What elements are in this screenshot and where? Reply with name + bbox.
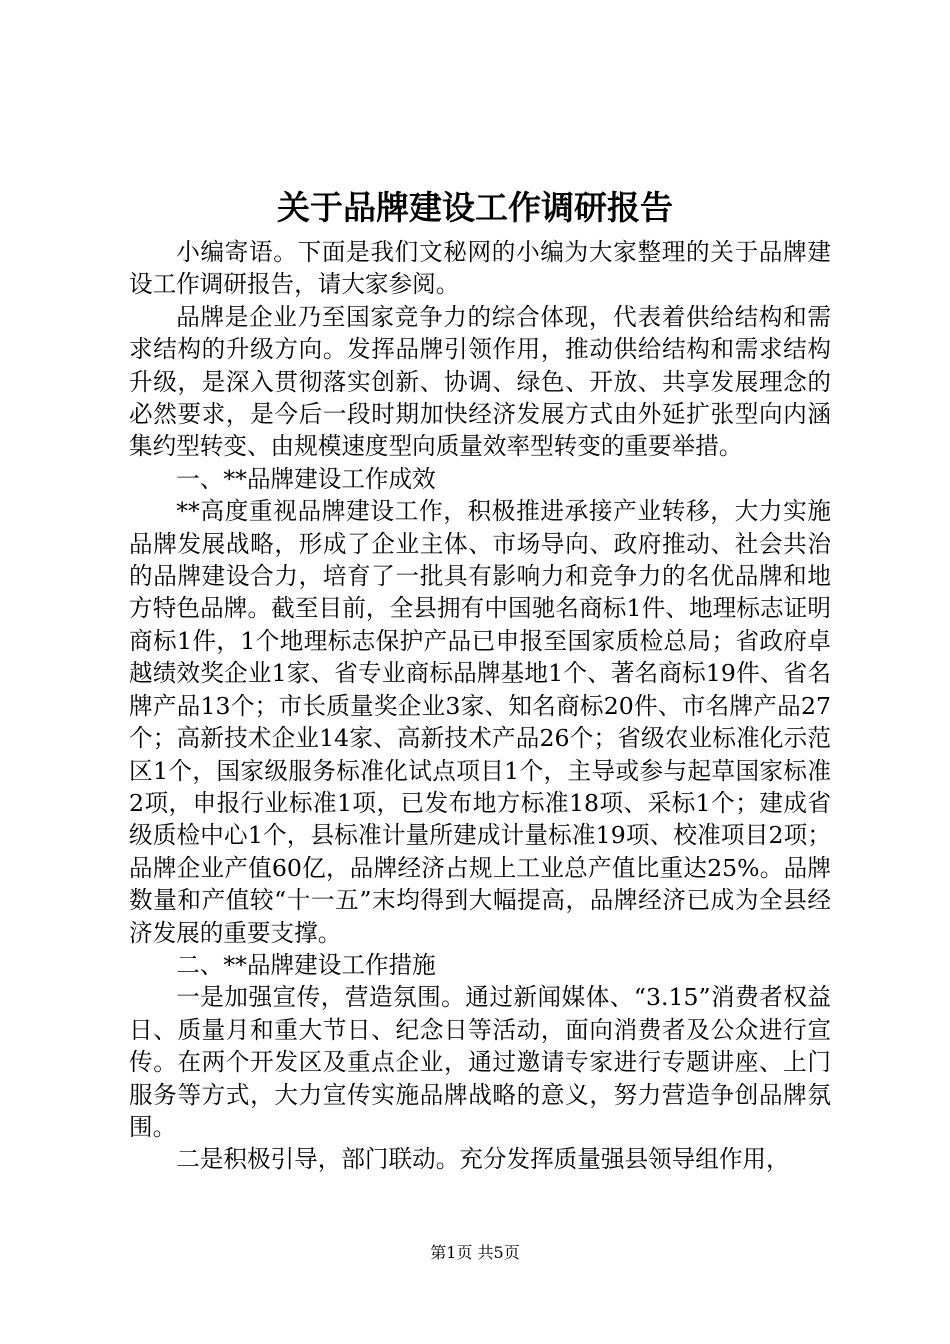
paragraph-measure-1: 一是加强宣传，营造氛围。通过新闻媒体、“3.15”消费者权益日、质量月和重大节日、纪念日等活动，面向消费者及公众进行宣传。在两个开发区及重点企业，通过邀请专家进行专题讲座、上门服务等方式，大力宣传实施品牌战略的意义，努力营造争创品牌氛围。 (129, 983, 831, 1141)
paragraph-brand-overview: 品牌是企业乃至国家竞争力的综合体现，代表着供给结构和需求结构的升级方向。发挥品牌引领作用，推动供给结构和需求结构升级，是深入贯彻落实创新、协调、绿色、开放、共享发展理念的必然要求，是今后一段时期加快经济发展方式由外延扩张型向内涵集约型转变、由规模速度型向质量效率型转变的重要举措。 (129, 302, 831, 461)
document-title: 关于品牌建设工作调研报告 (277, 188, 673, 227)
page-footer: 第1页 共5页 (430, 1243, 520, 1262)
document-body (129, 236, 831, 1176)
section-heading-2: 二、**品牌建设工作措施 (176, 950, 436, 979)
paragraph-intro: 小编寄语。下面是我们文秘网的小编为大家整理的关于品牌建设工作调研报告，请大家参阅。 (129, 238, 831, 299)
section-heading-1: 一、**品牌建设工作成效 (176, 464, 436, 493)
paragraph-measure-2: 二是积极引导，部门联动。充分发挥质量强县领导组作用， (176, 1145, 790, 1174)
paragraph-achievements: **高度重视品牌建设工作，积极推进承接产业转移，大力实施品牌发展战略，形成了企业主体、市场导向、政府推动、社会共治的品牌建设合力，培育了一批具有影响力和竞争力的名优品牌和地方特色品牌。截至目前，全县拥有中国驰名商标1件、地理标志证明商标1件，1个地理标志保护产品已申报至国家质检总局；省政府卓越绩效奖企业1家、省专业商标品牌基地1个、著名商标19件、省名牌产品13个；市长质量奖企业3家、知名商标20件、市名牌产品27个；高新技术企业14家、高新技术产品26个；省级农业标准化示范区1个，国家级服务标准化试点项目1个，主导或参与起草国家标准2项，申报行业标准1项，已发布地方标准18项、采标1个；建成省级质检中心1个，县标准计量所建成计量标准19项、校准项目2项；品牌企业产值60亿，品牌经济占规上工业总产值比重达25%。品牌数量和产值较“十一五”末均得到大幅提高，品牌经济已成为全县经济发展的重要支撑。 (129, 497, 831, 947)
